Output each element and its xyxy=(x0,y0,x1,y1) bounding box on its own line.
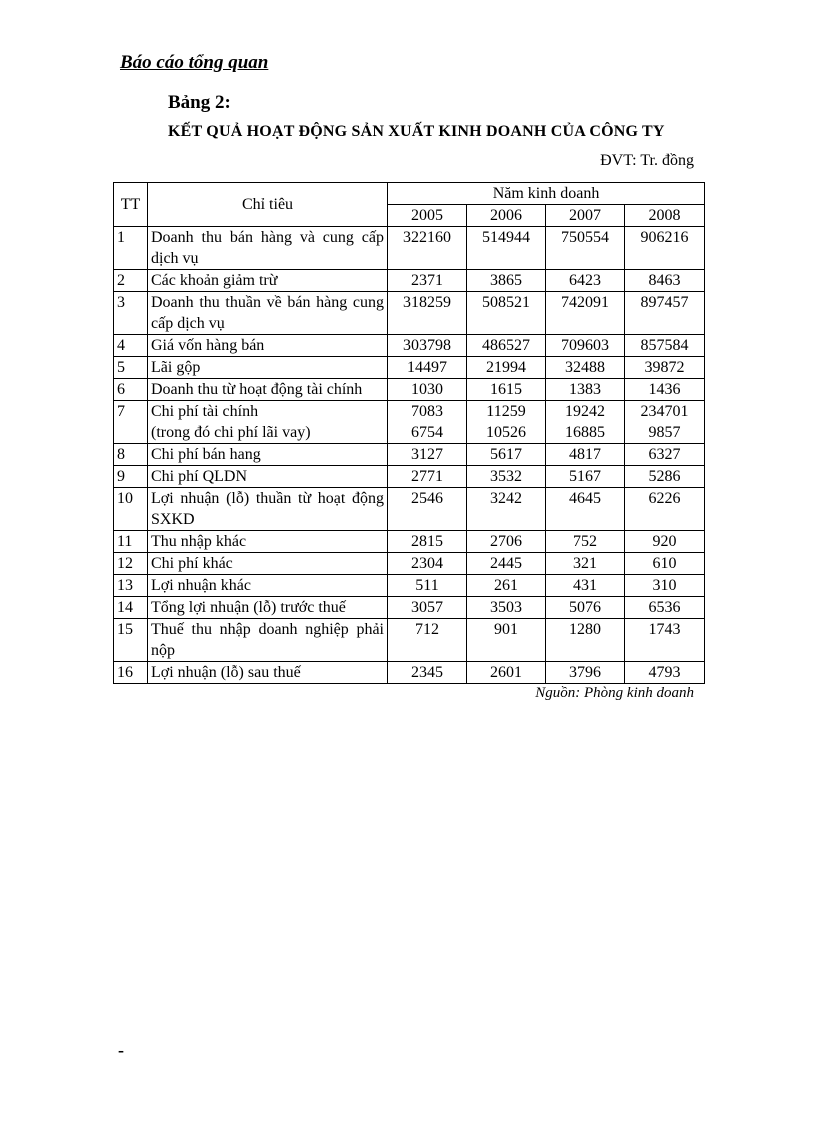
row-number: 5 xyxy=(114,357,148,379)
row-number: 13 xyxy=(114,575,148,597)
row-value-line: 234701 xyxy=(640,403,689,420)
row-value: 6536 xyxy=(625,597,705,619)
row-value: 4793 xyxy=(625,662,705,684)
row-value: 310 xyxy=(625,575,705,597)
row-value: 3532 xyxy=(467,466,546,488)
header-year: 2005 xyxy=(388,205,467,227)
table-row xyxy=(114,357,705,379)
table-row xyxy=(114,292,705,335)
row-value: 2601 xyxy=(467,662,546,684)
table-row xyxy=(114,335,705,357)
row-indicator-subline: (trong đó chi phí lãi vay) xyxy=(151,424,311,441)
table-row xyxy=(114,553,705,575)
row-value: 610 xyxy=(625,553,705,575)
row-indicator-name: Chi phí QLDN xyxy=(148,466,388,488)
row-value: 3242 xyxy=(467,488,546,531)
row-value: 1383 xyxy=(546,379,625,401)
document-header-title: Báo cáo tổng quan xyxy=(120,52,269,73)
row-value: 3796 xyxy=(546,662,625,684)
table-row xyxy=(114,227,705,270)
row-value: 1030 xyxy=(388,379,467,401)
row-number: 9 xyxy=(114,466,148,488)
row-value: 6226 xyxy=(625,488,705,531)
row-value: 1615 xyxy=(467,379,546,401)
row-value: 6327 xyxy=(625,444,705,466)
row-indicator-name: Chi phí bán hang xyxy=(148,444,388,466)
row-value: 1280 xyxy=(546,619,625,662)
source-note: Nguồn: Phòng kinh doanh xyxy=(535,685,694,701)
row-value: 6423 xyxy=(546,270,625,292)
row-value: 3057 xyxy=(388,597,467,619)
row-indicator-name: Doanh thu thuần về bán hàng cung cấp dịch vụ xyxy=(148,292,388,335)
row-value: 322160 xyxy=(388,227,467,270)
row-indicator-name: Chi phí khác xyxy=(148,553,388,575)
row-value: 8463 xyxy=(625,270,705,292)
row-value: 901 xyxy=(467,619,546,662)
row-value: 1436 xyxy=(625,379,705,401)
header-tt: TT xyxy=(114,183,148,227)
row-indicator-name: Thuế thu nhập doanh nghiệp phải nộp xyxy=(148,619,388,662)
table-row xyxy=(114,488,705,531)
row-value: 321 xyxy=(546,553,625,575)
row-indicator-name: Các khoản giảm trừ xyxy=(148,270,388,292)
table-row xyxy=(114,597,705,619)
row-value: 906216 xyxy=(625,227,705,270)
row-value xyxy=(388,401,467,444)
row-value: 4817 xyxy=(546,444,625,466)
row-value: 1743 xyxy=(625,619,705,662)
row-value: 508521 xyxy=(467,292,546,335)
table-row xyxy=(114,466,705,488)
table-row xyxy=(114,270,705,292)
row-indicator-name: Lợi nhuận (lỗ) sau thuế xyxy=(148,662,388,684)
row-value: 3127 xyxy=(388,444,467,466)
header-year: 2006 xyxy=(467,205,546,227)
row-value: 712 xyxy=(388,619,467,662)
table-row xyxy=(114,401,705,444)
table-label: Bảng 2: xyxy=(168,92,231,113)
row-value: 514944 xyxy=(467,227,546,270)
row-value: 2706 xyxy=(467,531,546,553)
table-row xyxy=(114,575,705,597)
table-row xyxy=(114,619,705,662)
row-indicator-name: Doanh thu từ hoạt động tài chính xyxy=(148,379,388,401)
row-value: 2771 xyxy=(388,466,467,488)
row-value: 2445 xyxy=(467,553,546,575)
row-value-subline: 6754 xyxy=(411,424,443,441)
row-value: 5167 xyxy=(546,466,625,488)
header-indicator: Chỉ tiêu xyxy=(148,183,388,227)
row-value: 5076 xyxy=(546,597,625,619)
row-value: 21994 xyxy=(467,357,546,379)
row-value: 2546 xyxy=(388,488,467,531)
table-row xyxy=(114,531,705,553)
row-value: 709603 xyxy=(546,335,625,357)
row-value xyxy=(625,401,705,444)
row-number: 16 xyxy=(114,662,148,684)
row-number: 7 xyxy=(114,401,148,444)
row-value-subline: 9857 xyxy=(648,424,681,441)
row-value: 303798 xyxy=(388,335,467,357)
row-value: 2371 xyxy=(388,270,467,292)
row-value: 261 xyxy=(467,575,546,597)
row-value: 39872 xyxy=(625,357,705,379)
row-number: 6 xyxy=(114,379,148,401)
row-indicator-name: Doanh thu bán hàng và cung cấp dịch vụ xyxy=(148,227,388,270)
row-value xyxy=(467,401,546,444)
row-value: 4645 xyxy=(546,488,625,531)
table-row xyxy=(114,444,705,466)
business-results-table xyxy=(113,182,705,684)
row-value-line: 19242 xyxy=(565,403,605,420)
row-value: 486527 xyxy=(467,335,546,357)
row-value: 431 xyxy=(546,575,625,597)
table-header-row xyxy=(114,183,705,205)
row-value: 3865 xyxy=(467,270,546,292)
row-indicator-name xyxy=(148,401,388,444)
row-number: 4 xyxy=(114,335,148,357)
row-value: 318259 xyxy=(388,292,467,335)
row-value: 3503 xyxy=(467,597,546,619)
header-years-group: Năm kinh doanh xyxy=(388,183,705,205)
row-value: 920 xyxy=(625,531,705,553)
unit-label: ĐVT: Tr. đồng xyxy=(600,152,694,169)
row-value: 511 xyxy=(388,575,467,597)
row-value-subline: 10526 xyxy=(486,424,526,441)
table-row xyxy=(114,379,705,401)
row-number: 12 xyxy=(114,553,148,575)
row-indicator-name: Giá vốn hàng bán xyxy=(148,335,388,357)
row-value: 2304 xyxy=(388,553,467,575)
row-number: 10 xyxy=(114,488,148,531)
row-value: 14497 xyxy=(388,357,467,379)
row-number: 2 xyxy=(114,270,148,292)
row-value: 5286 xyxy=(625,466,705,488)
row-number: 1 xyxy=(114,227,148,270)
row-number: 15 xyxy=(114,619,148,662)
row-indicator-name: Lợi nhuận (lỗ) thuần từ hoạt động SXKD xyxy=(148,488,388,531)
row-indicator-name: Tổng lợi nhuận (lỗ) trước thuế xyxy=(148,597,388,619)
row-indicator-name: Thu nhập khác xyxy=(148,531,388,553)
row-value: 897457 xyxy=(625,292,705,335)
row-indicator-line: Chi phí tài chính xyxy=(151,403,259,420)
row-indicator-name: Lợi nhuận khác xyxy=(148,575,388,597)
row-value: 5617 xyxy=(467,444,546,466)
row-value: 2815 xyxy=(388,531,467,553)
row-number: 14 xyxy=(114,597,148,619)
row-number: 8 xyxy=(114,444,148,466)
row-value: 742091 xyxy=(546,292,625,335)
page-footer-mark: - xyxy=(118,1040,124,1060)
row-number: 11 xyxy=(114,531,148,553)
row-number: 3 xyxy=(114,292,148,335)
row-value: 32488 xyxy=(546,357,625,379)
row-indicator-name: Lãi gộp xyxy=(148,357,388,379)
table-row xyxy=(114,662,705,684)
row-value xyxy=(546,401,625,444)
row-value: 857584 xyxy=(625,335,705,357)
header-year: 2007 xyxy=(546,205,625,227)
header-year: 2008 xyxy=(625,205,705,227)
row-value: 752 xyxy=(546,531,625,553)
row-value-line: 7083 xyxy=(411,403,443,420)
row-value: 750554 xyxy=(546,227,625,270)
row-value-line: 11259 xyxy=(486,403,526,420)
row-value: 2345 xyxy=(388,662,467,684)
row-value-subline: 16885 xyxy=(565,424,605,441)
report-title: KẾT QUẢ HOẠT ĐỘNG SẢN XUẤT KINH DOANH CỦA CÔNG TY xyxy=(168,123,665,140)
